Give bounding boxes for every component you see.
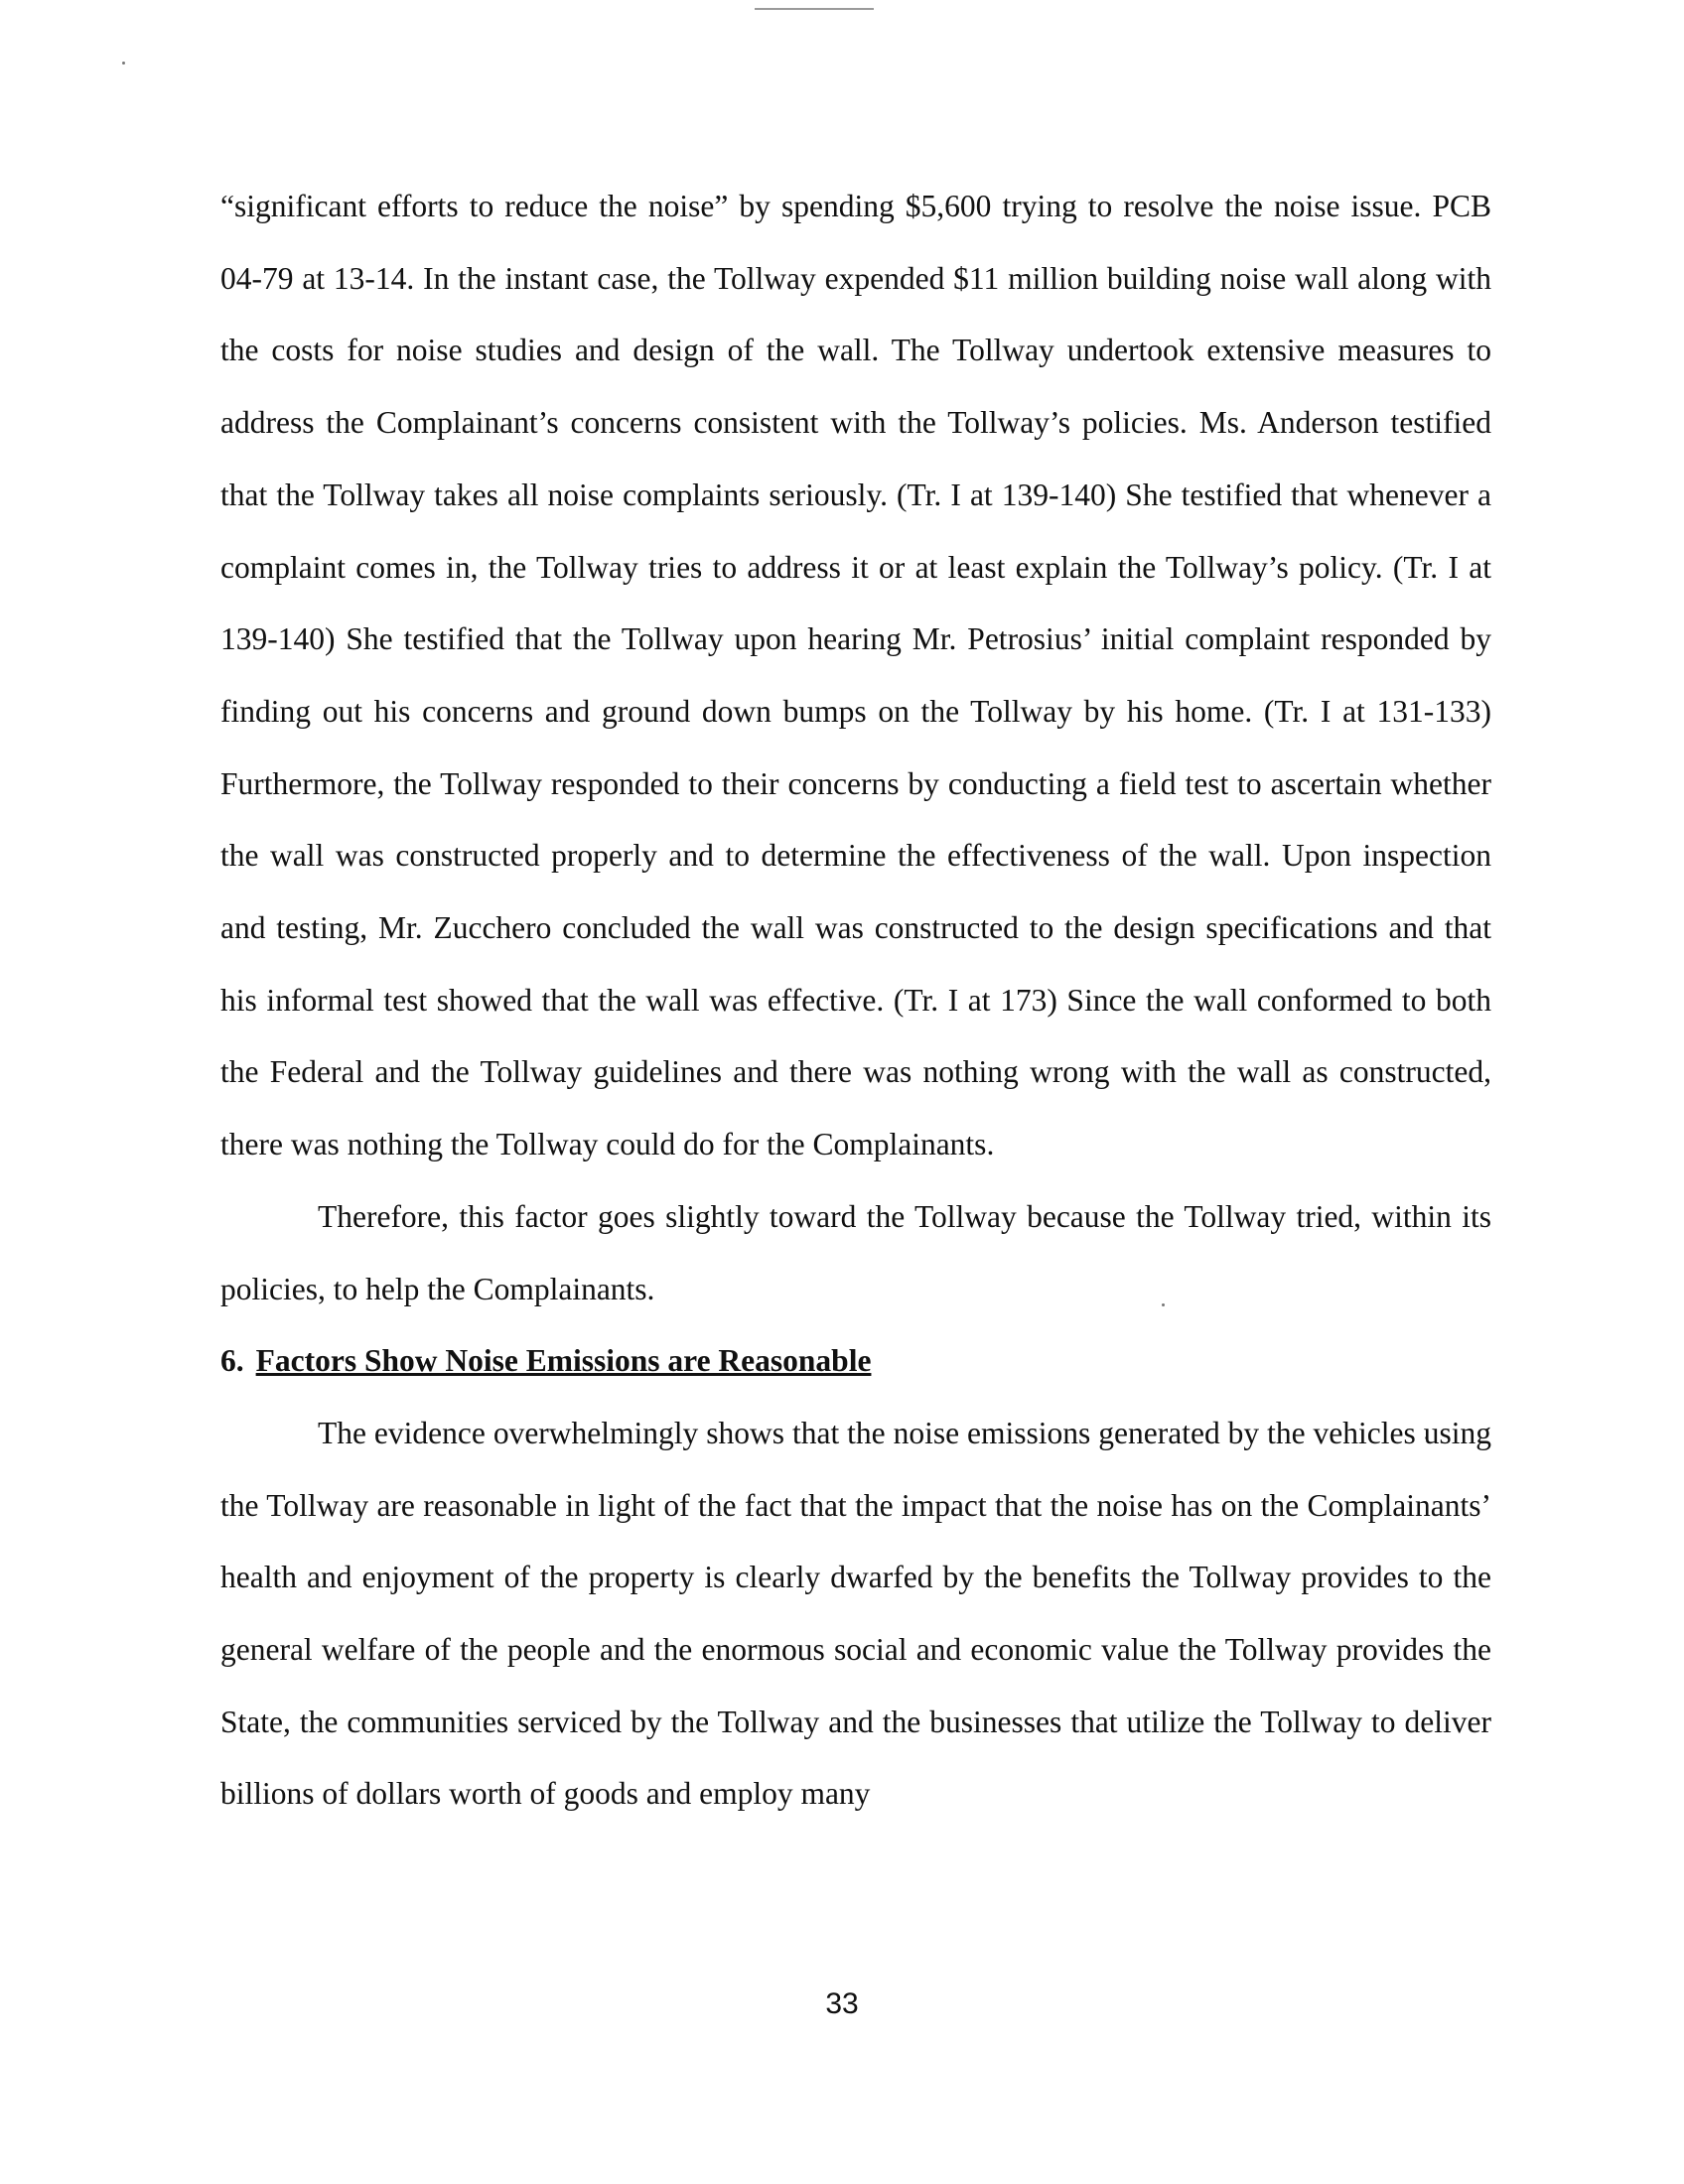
section-heading: [220, 1325, 1491, 1398]
section-title: Factors Show Noise Emissions are Reasonable: [255, 1343, 872, 1379]
paragraph-conclusion: Therefore, this factor goes slightly toward the Tollway because the Tollway tried, within its policies, to help the Complainants.: [220, 1198, 1491, 1306]
section-number: 6.: [220, 1343, 244, 1379]
section-paragraph: The evidence overwhelmingly shows that the noise emissions generated by the vehicles using the Tollway are reasonable in light of the fact that the impact that the noise has on the Complainants’ health and enjoyment of the property is clearly dwarfed by the benefits the Tollway provides to the general welfare of the people and the enormous social and economic value the Tollway provides the State, the communities serviced by the Tollway and the businesses that utilize the Tollway to deliver billions of dollars worth of goods and employ many: [220, 1415, 1491, 1812]
page-number: 33: [825, 1987, 859, 2020]
paragraph-continued: “significant efforts to reduce the noise” by spending $5,600 trying to resolve the noise issue. PCB 04-79 at 13-14. In the instant case, the Tollway expended $11 million building noise wall along with the costs for noise studies and design of the wall. The Tollway undertook extensive measures to address the Complainant’s concerns consistent with the Tollway’s policies. Ms. Anderson testified that the Tollway takes all noise complaints seriously. (Tr. I at 139-140) She testified that whenever a complaint comes in, the Tollway tries to address it or at least explain the Tollway’s policy. (Tr. I at 139-140) She testified that the Tollway upon hearing Mr. Petrosius’ initial complaint responded by finding out his concerns and ground down bumps on the Tollway by his home. (Tr. I at 131-133) Furthermore, the Tollway responded to their concerns by conducting a field test to ascertain whether the wall was constructed properly and to determine the effectiveness of the wall. Upon inspection and testing, Mr. Zucchero concluded the wall was constructed to the design specifications and that his informal test showed that the wall was effective. (Tr. I at 173) Since the wall conformed to both the Federal and the Tollway guidelines and there was nothing wrong with the wall as constructed, there was nothing the Tollway could do for the Complainants.: [220, 189, 1491, 1162]
scan-artifact-dot: [122, 62, 125, 65]
document-body: [220, 171, 1491, 1831]
scan-artifact-line: [755, 8, 874, 10]
